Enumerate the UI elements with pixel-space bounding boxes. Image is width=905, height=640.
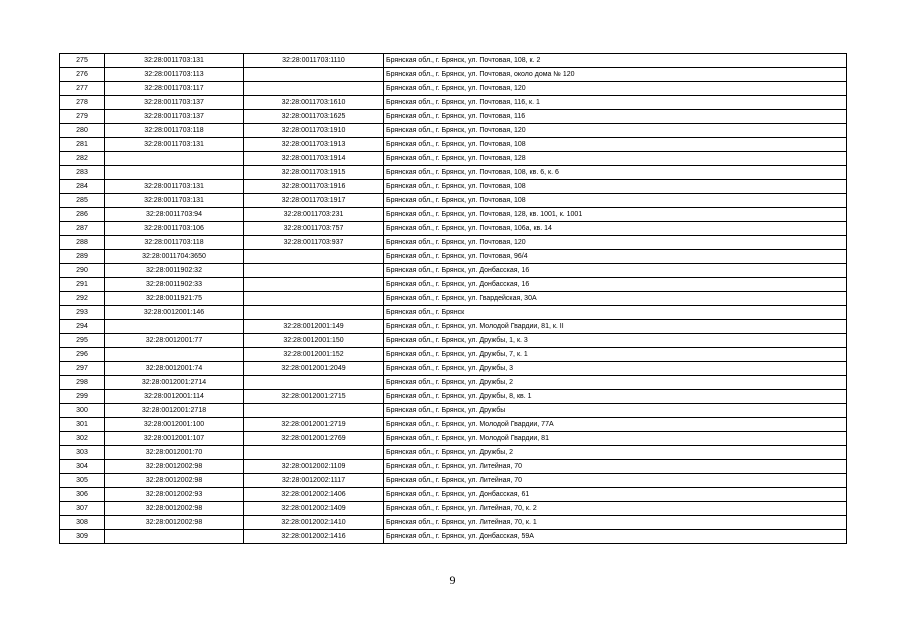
table-row	[60, 446, 847, 460]
parcel-number-cell: 32:28:0011703:137	[105, 96, 244, 110]
object-number-cell: 32:28:0011703:231	[244, 208, 384, 222]
row-number-cell: 307	[60, 502, 105, 516]
object-number-cell: 32:28:0011703:1610	[244, 96, 384, 110]
address-cell: Брянская обл., г. Брянск, ул. Почтовая, около дома № 120	[384, 68, 847, 82]
table-row	[60, 418, 847, 432]
object-number-cell: 32:28:0012002:1416	[244, 530, 384, 544]
parcel-number-cell: 32:28:0012001:107	[105, 432, 244, 446]
table-row	[60, 320, 847, 334]
table-row	[60, 502, 847, 516]
address-cell: Брянская обл., г. Брянск, ул. Дружбы, 2	[384, 446, 847, 460]
parcel-number-cell: 32:28:0011703:118	[105, 124, 244, 138]
row-number-cell: 296	[60, 348, 105, 362]
object-number-cell: 32:28:0012001:2715	[244, 390, 384, 404]
table-row	[60, 292, 847, 306]
address-cell: Брянская обл., г. Брянск, ул. Почтовая, 108	[384, 138, 847, 152]
object-number-cell	[244, 278, 384, 292]
row-number-cell: 302	[60, 432, 105, 446]
parcel-number-cell: 32:28:0011703:94	[105, 208, 244, 222]
table-row	[60, 222, 847, 236]
object-number-cell: 32:28:0012002:1406	[244, 488, 384, 502]
object-number-cell: 32:28:0012002:1117	[244, 474, 384, 488]
address-cell: Брянская обл., г. Брянск, ул. Почтовая, 108, кв. 6, к. 6	[384, 166, 847, 180]
address-cell: Брянская обл., г. Брянск, ул. Литейная, 70, к. 2	[384, 502, 847, 516]
row-number-cell: 288	[60, 236, 105, 250]
row-number-cell: 283	[60, 166, 105, 180]
row-number-cell: 282	[60, 152, 105, 166]
address-cell: Брянская обл., г. Брянск, ул. Литейная, 70, к. 1	[384, 516, 847, 530]
table-row	[60, 194, 847, 208]
row-number-cell: 275	[60, 54, 105, 68]
parcel-number-cell: 32:28:0011704:3650	[105, 250, 244, 264]
row-number-cell: 305	[60, 474, 105, 488]
parcel-number-cell: 32:28:0011703:113	[105, 68, 244, 82]
object-number-cell: 32:28:0011703:937	[244, 236, 384, 250]
row-number-cell: 280	[60, 124, 105, 138]
table-row	[60, 530, 847, 544]
object-number-cell: 32:28:0011703:1914	[244, 152, 384, 166]
address-cell: Брянская обл., г. Брянск, ул. Дружбы	[384, 404, 847, 418]
address-cell: Брянская обл., г. Брянск, ул. Почтовая, 120	[384, 124, 847, 138]
table-row	[60, 362, 847, 376]
row-number-cell: 277	[60, 82, 105, 96]
parcel-number-cell: 32:28:0011703:106	[105, 222, 244, 236]
address-cell: Брянская обл., г. Брянск, ул. Молодой Гвардии, 77А	[384, 418, 847, 432]
parcel-number-cell: 32:28:0012002:98	[105, 516, 244, 530]
row-number-cell: 279	[60, 110, 105, 124]
object-number-cell: 32:28:0011703:1910	[244, 124, 384, 138]
object-number-cell: 32:28:0011703:757	[244, 222, 384, 236]
parcel-number-cell: 32:28:0012001:70	[105, 446, 244, 460]
table-row	[60, 250, 847, 264]
row-number-cell: 290	[60, 264, 105, 278]
table-row	[60, 376, 847, 390]
address-cell: Брянская обл., г. Брянск, ул. Донбасская, 61	[384, 488, 847, 502]
parcel-number-cell: 32:28:0011703:137	[105, 110, 244, 124]
object-number-cell: 32:28:0012001:2769	[244, 432, 384, 446]
address-cell: Брянская обл., г. Брянск, ул. Почтовая, 116, к. 1	[384, 96, 847, 110]
page-number: 9	[449, 573, 456, 587]
row-number-cell: 276	[60, 68, 105, 82]
address-cell: Брянская обл., г. Брянск, ул. Дружбы, 8, кв. 1	[384, 390, 847, 404]
object-number-cell: 32:28:0012002:1410	[244, 516, 384, 530]
object-number-cell	[244, 82, 384, 96]
row-number-cell: 294	[60, 320, 105, 334]
address-cell: Брянская обл., г. Брянск, ул. Дружбы, 3	[384, 362, 847, 376]
table-row	[60, 166, 847, 180]
address-cell: Брянская обл., г. Брянск	[384, 306, 847, 320]
address-cell: Брянская обл., г. Брянск, ул. Дружбы, 2	[384, 376, 847, 390]
object-number-cell	[244, 446, 384, 460]
object-number-cell	[244, 306, 384, 320]
table-row	[60, 264, 847, 278]
row-number-cell: 301	[60, 418, 105, 432]
table-row	[60, 404, 847, 418]
address-cell: Брянская обл., г. Брянск, ул. Литейная, 70	[384, 460, 847, 474]
object-number-cell: 32:28:0012001:152	[244, 348, 384, 362]
parcel-number-cell: 32:28:0012002:93	[105, 488, 244, 502]
row-number-cell: 309	[60, 530, 105, 544]
table-row	[60, 390, 847, 404]
row-number-cell: 281	[60, 138, 105, 152]
row-number-cell: 286	[60, 208, 105, 222]
parcel-number-cell: 32:28:0011703:118	[105, 236, 244, 250]
address-cell: Брянская обл., г. Брянск, ул. Донбасская, 16	[384, 278, 847, 292]
address-cell: Брянская обл., г. Брянск, ул. Почтовая, 120	[384, 236, 847, 250]
address-cell: Брянская обл., г. Брянск, ул. Молодой Гвардии, 81	[384, 432, 847, 446]
address-cell: Брянская обл., г. Брянск, ул. Дружбы, 7, к. 1	[384, 348, 847, 362]
parcel-number-cell: 32:28:0011902:33	[105, 278, 244, 292]
row-number-cell: 278	[60, 96, 105, 110]
parcel-number-cell: 32:28:0012001:2714	[105, 376, 244, 390]
object-number-cell: 32:28:0011703:1915	[244, 166, 384, 180]
cadastral-table	[59, 53, 847, 544]
table-row	[60, 54, 847, 68]
parcel-number-cell: 32:28:0011703:131	[105, 180, 244, 194]
parcel-number-cell: 32:28:0011703:131	[105, 194, 244, 208]
parcel-number-cell: 32:28:0011703:131	[105, 54, 244, 68]
object-number-cell	[244, 404, 384, 418]
address-cell: Брянская обл., г. Брянск, ул. Дружбы, 1, к. 3	[384, 334, 847, 348]
object-number-cell: 32:28:0011703:1917	[244, 194, 384, 208]
table-row	[60, 334, 847, 348]
table-row	[60, 236, 847, 250]
row-number-cell: 300	[60, 404, 105, 418]
table-row	[60, 110, 847, 124]
parcel-number-cell	[105, 152, 244, 166]
table-row	[60, 460, 847, 474]
address-cell: Брянская обл., г. Брянск, ул. Литейная, 70	[384, 474, 847, 488]
row-number-cell: 299	[60, 390, 105, 404]
address-cell: Брянская обл., г. Брянск, ул. Донбасская, 59А	[384, 530, 847, 544]
table-row	[60, 152, 847, 166]
object-number-cell: 32:28:0012002:1409	[244, 502, 384, 516]
address-cell: Брянская обл., г. Брянск, ул. Донбасская, 16	[384, 264, 847, 278]
address-cell: Брянская обл., г. Брянск, ул. Почтовая, 120	[384, 82, 847, 96]
parcel-number-cell: 32:28:0012001:114	[105, 390, 244, 404]
object-number-cell: 32:28:0011703:1916	[244, 180, 384, 194]
address-cell: Брянская обл., г. Брянск, ул. Почтовая, 106а, кв. 14	[384, 222, 847, 236]
object-number-cell: 32:28:0011703:1110	[244, 54, 384, 68]
table-row	[60, 208, 847, 222]
object-number-cell: 32:28:0012001:150	[244, 334, 384, 348]
table-row	[60, 516, 847, 530]
parcel-number-cell: 32:28:0012001:146	[105, 306, 244, 320]
row-number-cell: 308	[60, 516, 105, 530]
table-row	[60, 278, 847, 292]
object-number-cell: 32:28:0012001:149	[244, 320, 384, 334]
parcel-number-cell: 32:28:0012001:100	[105, 418, 244, 432]
object-number-cell	[244, 68, 384, 82]
table-row	[60, 432, 847, 446]
object-number-cell: 32:28:0011703:1913	[244, 138, 384, 152]
object-number-cell: 32:28:0012001:2049	[244, 362, 384, 376]
row-number-cell: 285	[60, 194, 105, 208]
table-row	[60, 124, 847, 138]
object-number-cell	[244, 292, 384, 306]
address-cell: Брянская обл., г. Брянск, ул. Почтовая, 108, к. 2	[384, 54, 847, 68]
parcel-number-cell: 32:28:0012001:74	[105, 362, 244, 376]
parcel-number-cell: 32:28:0012002:98	[105, 502, 244, 516]
row-number-cell: 287	[60, 222, 105, 236]
table-row	[60, 82, 847, 96]
parcel-number-cell: 32:28:0012002:98	[105, 460, 244, 474]
table-row	[60, 180, 847, 194]
address-cell: Брянская обл., г. Брянск, ул. Почтовая, 108	[384, 194, 847, 208]
parcel-number-cell	[105, 530, 244, 544]
parcel-number-cell: 32:28:0011703:117	[105, 82, 244, 96]
address-cell: Брянская обл., г. Брянск, ул. Почтовая, 128	[384, 152, 847, 166]
row-number-cell: 297	[60, 362, 105, 376]
row-number-cell: 284	[60, 180, 105, 194]
parcel-number-cell	[105, 166, 244, 180]
table-row	[60, 306, 847, 320]
parcel-number-cell: 32:28:0012001:2718	[105, 404, 244, 418]
address-cell: Брянская обл., г. Брянск, ул. Почтовая, 128, кв. 1001, к. 1001	[384, 208, 847, 222]
parcel-number-cell: 32:28:0011902:32	[105, 264, 244, 278]
object-number-cell	[244, 264, 384, 278]
table-body	[60, 54, 847, 544]
address-cell: Брянская обл., г. Брянск, ул. Почтовая, 96/4	[384, 250, 847, 264]
row-number-cell: 298	[60, 376, 105, 390]
row-number-cell: 292	[60, 292, 105, 306]
object-number-cell: 32:28:0012001:2719	[244, 418, 384, 432]
object-number-cell: 32:28:0011703:1625	[244, 110, 384, 124]
object-number-cell	[244, 376, 384, 390]
address-cell: Брянская обл., г. Брянск, ул. Почтовая, 116	[384, 110, 847, 124]
object-number-cell: 32:28:0012002:1109	[244, 460, 384, 474]
parcel-number-cell	[105, 348, 244, 362]
parcel-number-cell: 32:28:0012001:77	[105, 334, 244, 348]
row-number-cell: 295	[60, 334, 105, 348]
address-cell: Брянская обл., г. Брянск, ул. Молодой Гвардии, 81, к. II	[384, 320, 847, 334]
row-number-cell: 293	[60, 306, 105, 320]
parcel-number-cell	[105, 320, 244, 334]
parcel-number-cell: 32:28:0011703:131	[105, 138, 244, 152]
table-row	[60, 96, 847, 110]
table-row	[60, 138, 847, 152]
parcel-number-cell: 32:28:0011921:75	[105, 292, 244, 306]
object-number-cell	[244, 250, 384, 264]
table-row	[60, 348, 847, 362]
table-row	[60, 68, 847, 82]
table-row	[60, 488, 847, 502]
row-number-cell: 303	[60, 446, 105, 460]
row-number-cell: 306	[60, 488, 105, 502]
parcel-number-cell: 32:28:0012002:98	[105, 474, 244, 488]
row-number-cell: 304	[60, 460, 105, 474]
address-cell: Брянская обл., г. Брянск, ул. Почтовая, 108	[384, 180, 847, 194]
row-number-cell: 291	[60, 278, 105, 292]
address-cell: Брянская обл., г. Брянск, ул. Гвардейская, 30А	[384, 292, 847, 306]
table-row	[60, 474, 847, 488]
row-number-cell: 289	[60, 250, 105, 264]
